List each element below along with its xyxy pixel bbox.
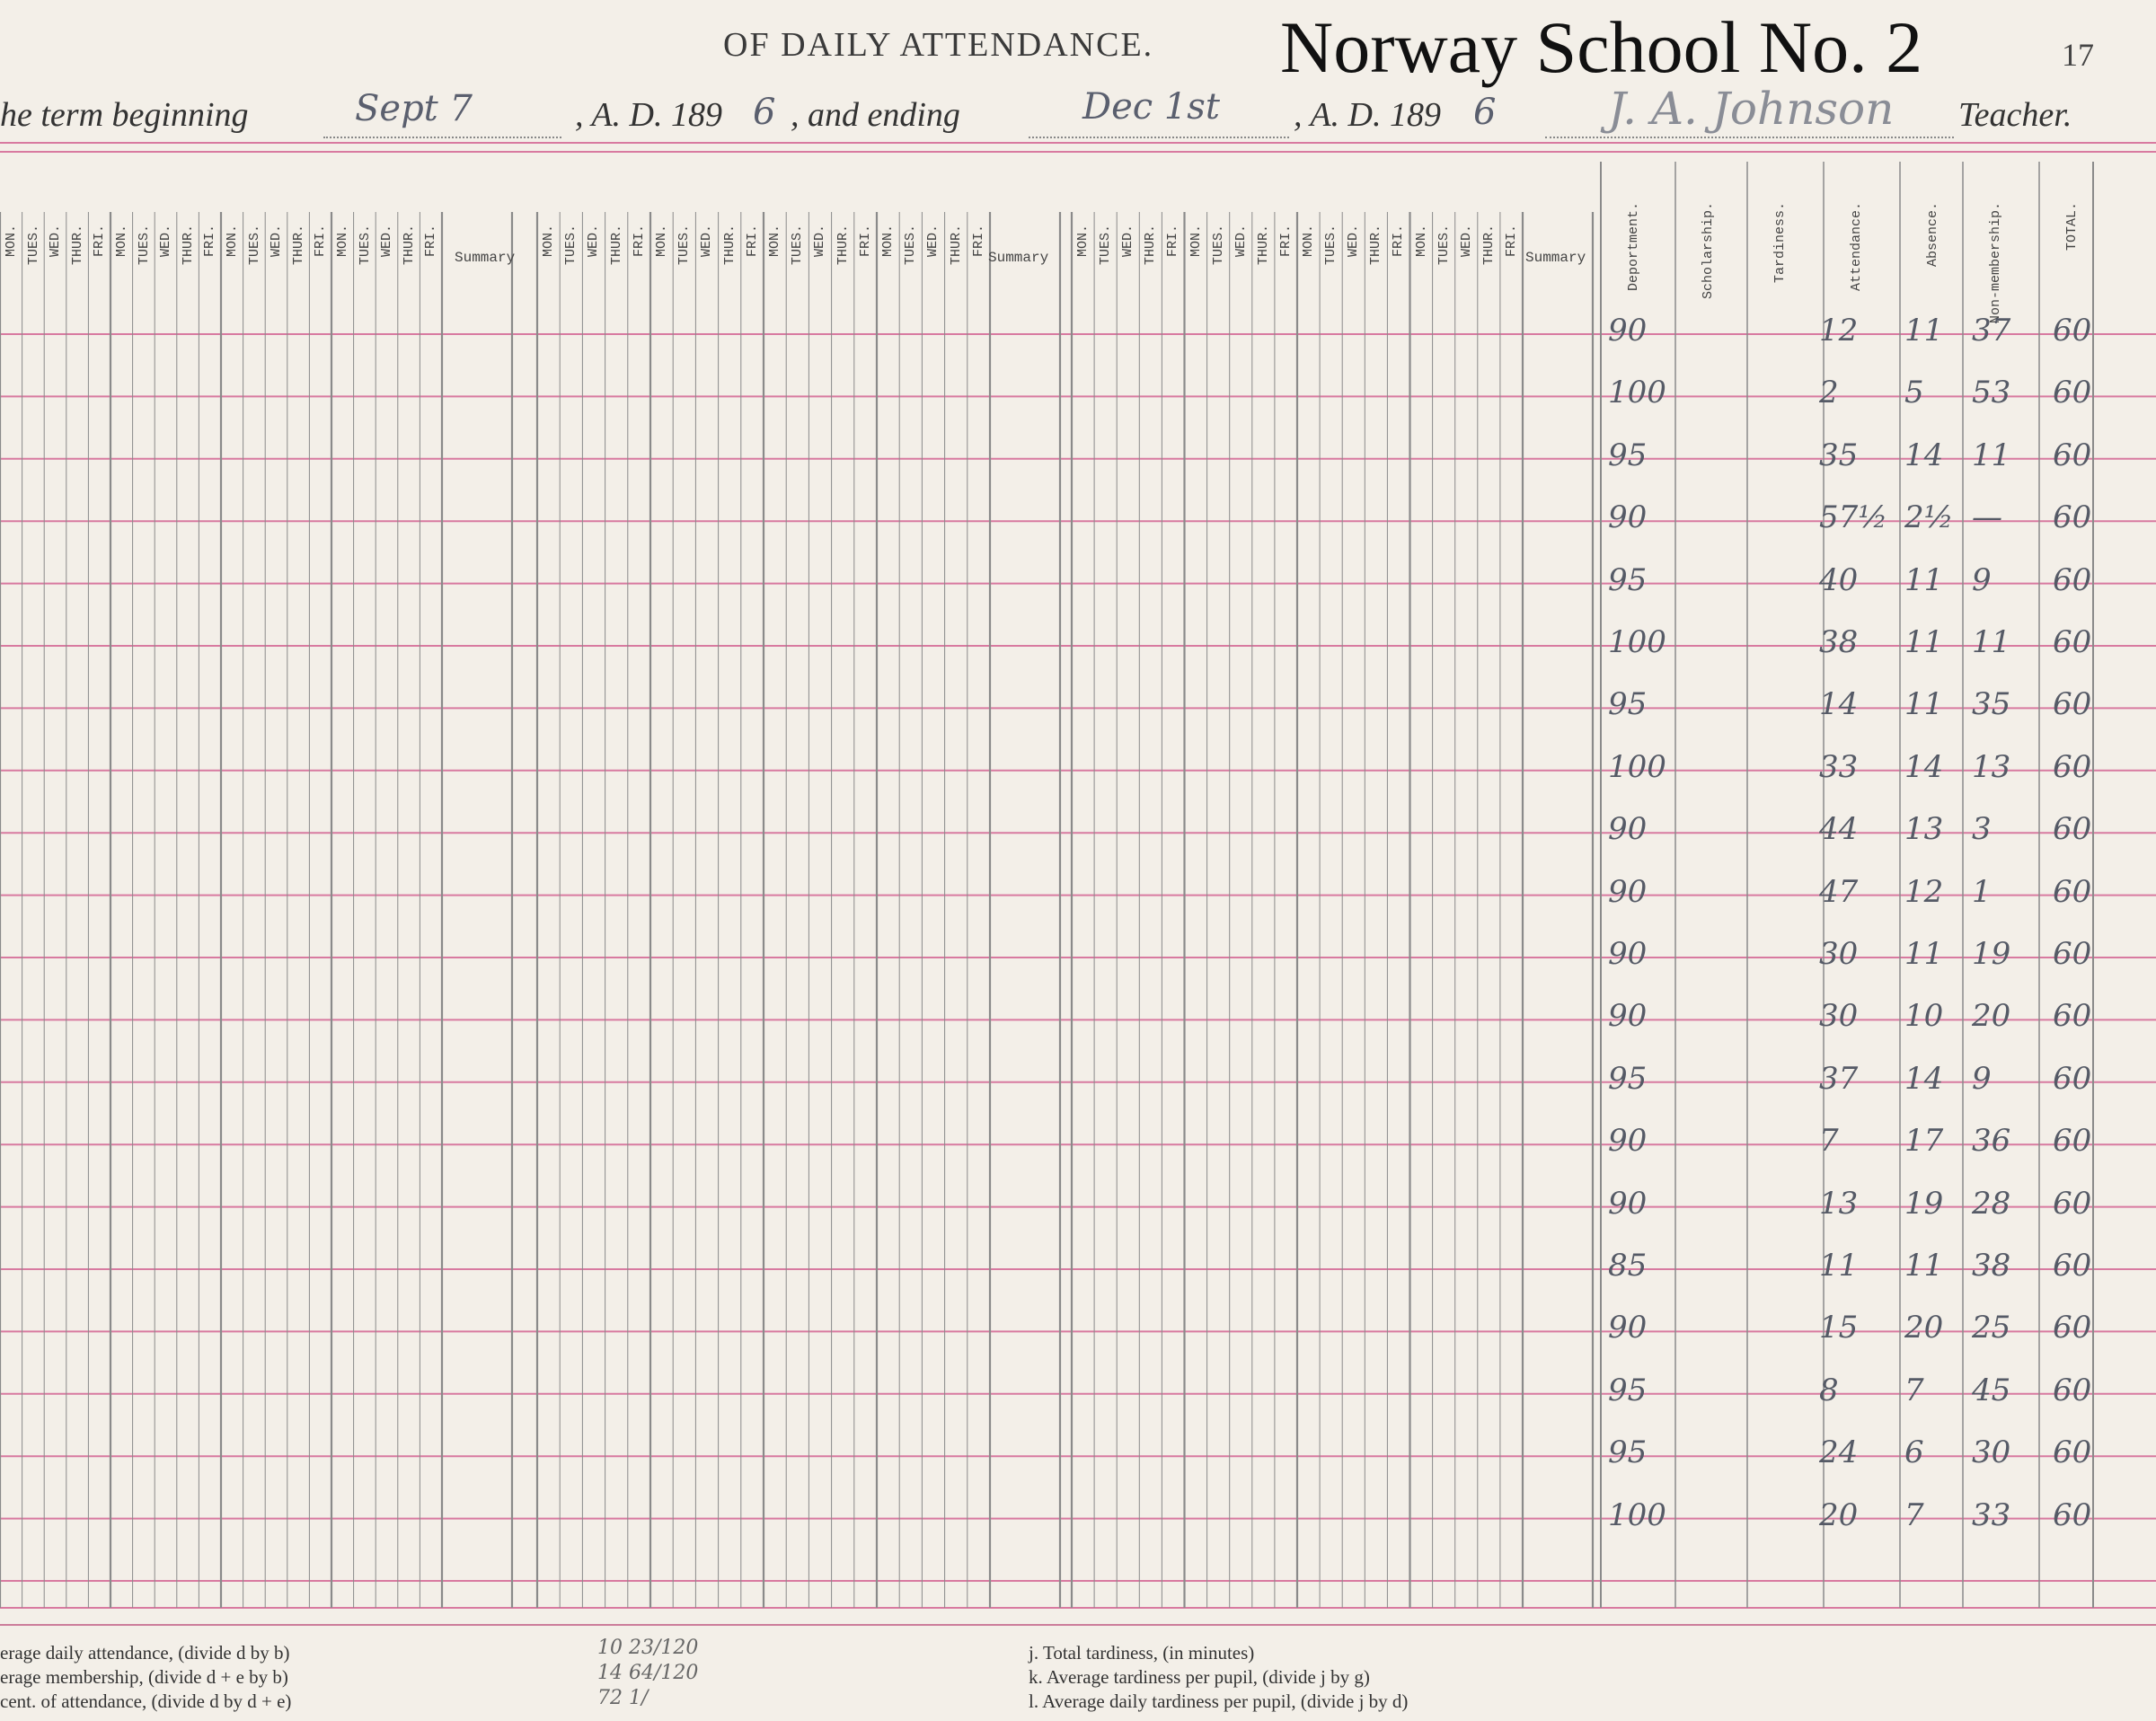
day-header: MON.	[1413, 225, 1429, 258]
stat-header: Absence.	[1925, 202, 1940, 268]
day-header: TUES.	[246, 225, 262, 266]
day-header: FRI.	[313, 225, 329, 258]
day-header: WED.	[586, 225, 602, 258]
row-non-membership: 1	[1972, 873, 1992, 910]
row-deportment: 95	[1608, 1434, 1648, 1471]
stat-header: Non-membership.	[1988, 202, 2003, 324]
row-total: 60	[2053, 873, 2092, 910]
row-non-membership: 53	[1972, 375, 2011, 411]
row-total: 60	[2053, 1185, 2092, 1222]
summary-label-1: Summary	[455, 250, 516, 266]
row-total: 60	[2053, 1060, 2092, 1097]
row-attendance: 20	[1819, 1496, 1859, 1533]
row-attendance: 7	[1819, 1123, 1839, 1160]
row-deportment: 100	[1608, 748, 1666, 785]
row-total: 60	[2053, 936, 2092, 972]
row-deportment: 90	[1608, 1310, 1648, 1346]
row-attendance: 30	[1819, 998, 1859, 1035]
day-header: THUR.	[608, 225, 624, 266]
day-header: TUES.	[903, 225, 919, 266]
day-header: TUES.	[1323, 225, 1339, 266]
row-attendance: 38	[1819, 624, 1859, 660]
row-total: 60	[2053, 561, 2092, 598]
row-non-membership: 11	[1972, 437, 2011, 473]
row-absence: 11	[1904, 624, 1944, 660]
day-header: WED.	[699, 225, 715, 258]
row-absence: 19	[1904, 1185, 1944, 1222]
row-deportment: 95	[1608, 1060, 1648, 1097]
row-deportment: 100	[1608, 1496, 1666, 1533]
day-header: TUES.	[1210, 225, 1226, 266]
day-header: FRI.	[1277, 225, 1294, 258]
day-header: THUR.	[180, 225, 196, 266]
row-non-membership: 45	[1972, 1372, 2011, 1408]
day-header: FRI.	[970, 225, 986, 258]
row-total: 60	[2053, 375, 2092, 411]
day-header: WED.	[1233, 225, 1249, 258]
row-absence: 11	[1904, 313, 1944, 349]
row-deportment: 90	[1608, 1185, 1648, 1222]
day-header: TUES.	[1098, 225, 1114, 266]
row-deportment: 95	[1608, 437, 1648, 473]
row-total: 60	[2053, 811, 2092, 848]
teacher-label: Teacher.	[1958, 96, 2072, 134]
row-absence: 11	[1904, 686, 1944, 723]
row-non-membership: 33	[1972, 1496, 2011, 1533]
footer-avg-tardiness: k. Average tardiness per pupil, (divide j by g)	[1029, 1666, 1370, 1688]
row-absence: 13	[1904, 811, 1944, 848]
row-absence: 14	[1904, 1060, 1944, 1097]
row-non-membership: —	[1972, 499, 2002, 536]
day-header: MON.	[1188, 225, 1204, 258]
row-deportment: 90	[1608, 873, 1648, 910]
day-header: WED.	[269, 225, 285, 258]
row-attendance: 57½	[1819, 499, 1888, 536]
row-total: 60	[2053, 624, 2092, 660]
stat-header: Attendance.	[1849, 202, 1864, 292]
row-absence: 11	[1904, 936, 1944, 972]
term-year-1: 6	[753, 92, 776, 133]
row-attendance: 40	[1819, 561, 1859, 598]
row-absence: 7	[1904, 1372, 1924, 1408]
term-begin-label: he term beginning	[0, 96, 249, 134]
row-total: 60	[2053, 748, 2092, 785]
row-non-membership: 37	[1972, 313, 2011, 349]
row-deportment: 90	[1608, 998, 1648, 1035]
day-header: MON.	[225, 225, 240, 258]
day-header: MON.	[1075, 225, 1091, 258]
row-total: 60	[2053, 1310, 2092, 1346]
day-header: FRI.	[1503, 225, 1519, 258]
row-attendance: 11	[1819, 1248, 1859, 1284]
day-header: WED.	[379, 225, 395, 258]
row-absence: 14	[1904, 748, 1944, 785]
day-header: THUR.	[721, 225, 738, 266]
day-header: MON.	[654, 225, 669, 258]
row-absence: 2½	[1904, 499, 1954, 536]
day-header: TUES.	[357, 225, 373, 266]
row-deportment: 95	[1608, 1372, 1648, 1408]
page-number: 17	[2062, 37, 2094, 73]
row-non-membership: 30	[1972, 1434, 2011, 1471]
row-deportment: 95	[1608, 561, 1648, 598]
row-absence: 12	[1904, 873, 1944, 910]
row-non-membership: 38	[1972, 1248, 2011, 1284]
school-name: Norway School No. 2	[1280, 6, 1923, 88]
row-absence: 11	[1904, 561, 1944, 598]
row-attendance: 24	[1819, 1434, 1859, 1471]
day-header: TUES.	[676, 225, 693, 266]
day-header: TUES.	[136, 225, 152, 266]
row-total: 60	[2053, 998, 2092, 1035]
day-header: TUES.	[1436, 225, 1452, 266]
footer-percent-attendance-value: 72 1/	[597, 1687, 649, 1709]
day-header: THUR.	[401, 225, 417, 266]
day-header: TUES.	[25, 225, 41, 266]
row-total: 60	[2053, 313, 2092, 349]
row-absence: 10	[1904, 998, 1944, 1035]
row-deportment: 95	[1608, 686, 1648, 723]
row-non-membership: 19	[1972, 936, 2011, 972]
stat-header: Scholarship.	[1701, 202, 1716, 300]
stat-header: TOTAL.	[2064, 202, 2080, 252]
day-header: FRI.	[631, 225, 647, 258]
day-header: THUR.	[835, 225, 851, 266]
row-non-membership: 9	[1972, 561, 1992, 598]
day-header: TUES.	[563, 225, 579, 266]
day-header: WED.	[1346, 225, 1362, 258]
row-total: 60	[2053, 437, 2092, 473]
row-non-membership: 11	[1972, 624, 2011, 660]
row-absence: 17	[1904, 1123, 1944, 1160]
teacher-signature: J. A. Johnson	[1608, 83, 1895, 135]
row-attendance: 12	[1819, 313, 1859, 349]
day-header: WED.	[1120, 225, 1136, 258]
day-header: WED.	[158, 225, 174, 258]
day-header: MON.	[541, 225, 556, 258]
row-attendance: 15	[1819, 1310, 1859, 1346]
term-end-date: Dec 1st	[1082, 86, 1220, 128]
footer-avg-membership-value: 14 64/120	[597, 1662, 699, 1684]
row-non-membership: 25	[1972, 1310, 2011, 1346]
term-end-label: , and ending	[791, 96, 960, 134]
row-total: 60	[2053, 1372, 2092, 1408]
row-deportment: 100	[1608, 375, 1666, 411]
day-header: THUR.	[948, 225, 964, 266]
row-non-membership: 3	[1972, 811, 1992, 848]
row-total: 60	[2053, 499, 2092, 536]
day-header: MON.	[335, 225, 350, 258]
row-deportment: 90	[1608, 499, 1648, 536]
row-attendance: 44	[1819, 811, 1859, 848]
day-header: MON.	[880, 225, 896, 258]
row-total: 60	[2053, 1496, 2092, 1533]
row-non-membership: 35	[1972, 686, 2011, 723]
row-non-membership: 20	[1972, 998, 2011, 1035]
stat-header: Deportment.	[1626, 202, 1641, 292]
day-header: MON.	[1301, 225, 1316, 258]
row-non-membership: 13	[1972, 748, 2011, 785]
summary-label-3: Summary	[1525, 250, 1586, 266]
summary-label-2: Summary	[988, 250, 1049, 266]
footer-avg-daily-tardiness: l. Average daily tardiness per pupil, (divide j by d)	[1029, 1690, 1409, 1712]
footer-avg-attendance: erage daily attendance, (divide d by b)	[0, 1642, 290, 1664]
day-header: TUES.	[790, 225, 806, 266]
row-total: 60	[2053, 1434, 2092, 1471]
row-attendance: 33	[1819, 748, 1859, 785]
row-deportment: 90	[1608, 1123, 1648, 1160]
footer-avg-membership: erage membership, (divide d + e by b)	[0, 1666, 288, 1688]
row-total: 60	[2053, 686, 2092, 723]
row-absence: 11	[1904, 1248, 1944, 1284]
row-attendance: 8	[1819, 1372, 1839, 1408]
day-header: FRI.	[202, 225, 218, 258]
row-attendance: 2	[1819, 375, 1839, 411]
day-header: THUR.	[69, 225, 85, 266]
row-total: 60	[2053, 1248, 2092, 1284]
day-header: THUR.	[1368, 225, 1384, 266]
ad-label-2: , A. D. 189	[1294, 96, 1441, 134]
row-deportment: 85	[1608, 1248, 1648, 1284]
row-attendance: 30	[1819, 936, 1859, 972]
row-absence: 6	[1904, 1434, 1924, 1471]
term-year-2: 6	[1473, 92, 1497, 133]
row-attendance: 47	[1819, 873, 1859, 910]
row-total: 60	[2053, 1123, 2092, 1160]
row-attendance: 35	[1819, 437, 1859, 473]
row-attendance: 37	[1819, 1060, 1859, 1097]
row-non-membership: 9	[1972, 1060, 1992, 1097]
footer-rule	[0, 1624, 2156, 1626]
day-header: FRI.	[423, 225, 439, 258]
ad-label-1: , A. D. 189	[575, 96, 722, 134]
day-header: FRI.	[857, 225, 873, 258]
term-begin-date: Sept 7	[355, 88, 473, 129]
footer-percent-attendance: cent. of attendance, (divide d by d + e)	[0, 1690, 292, 1712]
day-header: WED.	[812, 225, 828, 258]
day-header: FRI.	[92, 225, 108, 258]
day-header: FRI.	[1391, 225, 1407, 258]
row-absence: 14	[1904, 437, 1944, 473]
row-deportment: 90	[1608, 811, 1648, 848]
day-header: THUR.	[1143, 225, 1159, 266]
row-attendance: 14	[1819, 686, 1859, 723]
day-header: MON.	[4, 225, 19, 258]
day-header: MON.	[767, 225, 782, 258]
row-absence: 20	[1904, 1310, 1944, 1346]
day-header: THUR.	[290, 225, 306, 266]
day-header: THUR.	[1480, 225, 1497, 266]
footer-avg-attendance-value: 10 23/120	[597, 1637, 699, 1659]
day-header: WED.	[925, 225, 941, 258]
row-non-membership: 28	[1972, 1185, 2011, 1222]
footer-total-tardiness: j. Total tardiness, (in minutes)	[1029, 1642, 1255, 1664]
day-header: WED.	[48, 225, 64, 258]
row-absence: 5	[1904, 375, 1924, 411]
day-header: WED.	[1458, 225, 1474, 258]
row-deportment: 90	[1608, 936, 1648, 972]
row-deportment: 100	[1608, 624, 1666, 660]
row-attendance: 13	[1819, 1185, 1859, 1222]
day-header: FRI.	[744, 225, 760, 258]
day-header: FRI.	[1165, 225, 1181, 258]
register-title: OF DAILY ATTENDANCE.	[723, 26, 1154, 64]
row-absence: 7	[1904, 1496, 1924, 1533]
stat-header: Tardiness.	[1772, 202, 1788, 284]
row-non-membership: 36	[1972, 1123, 2011, 1160]
day-header: MON.	[114, 225, 129, 258]
day-header: THUR.	[1255, 225, 1271, 266]
row-deportment: 90	[1608, 313, 1648, 349]
